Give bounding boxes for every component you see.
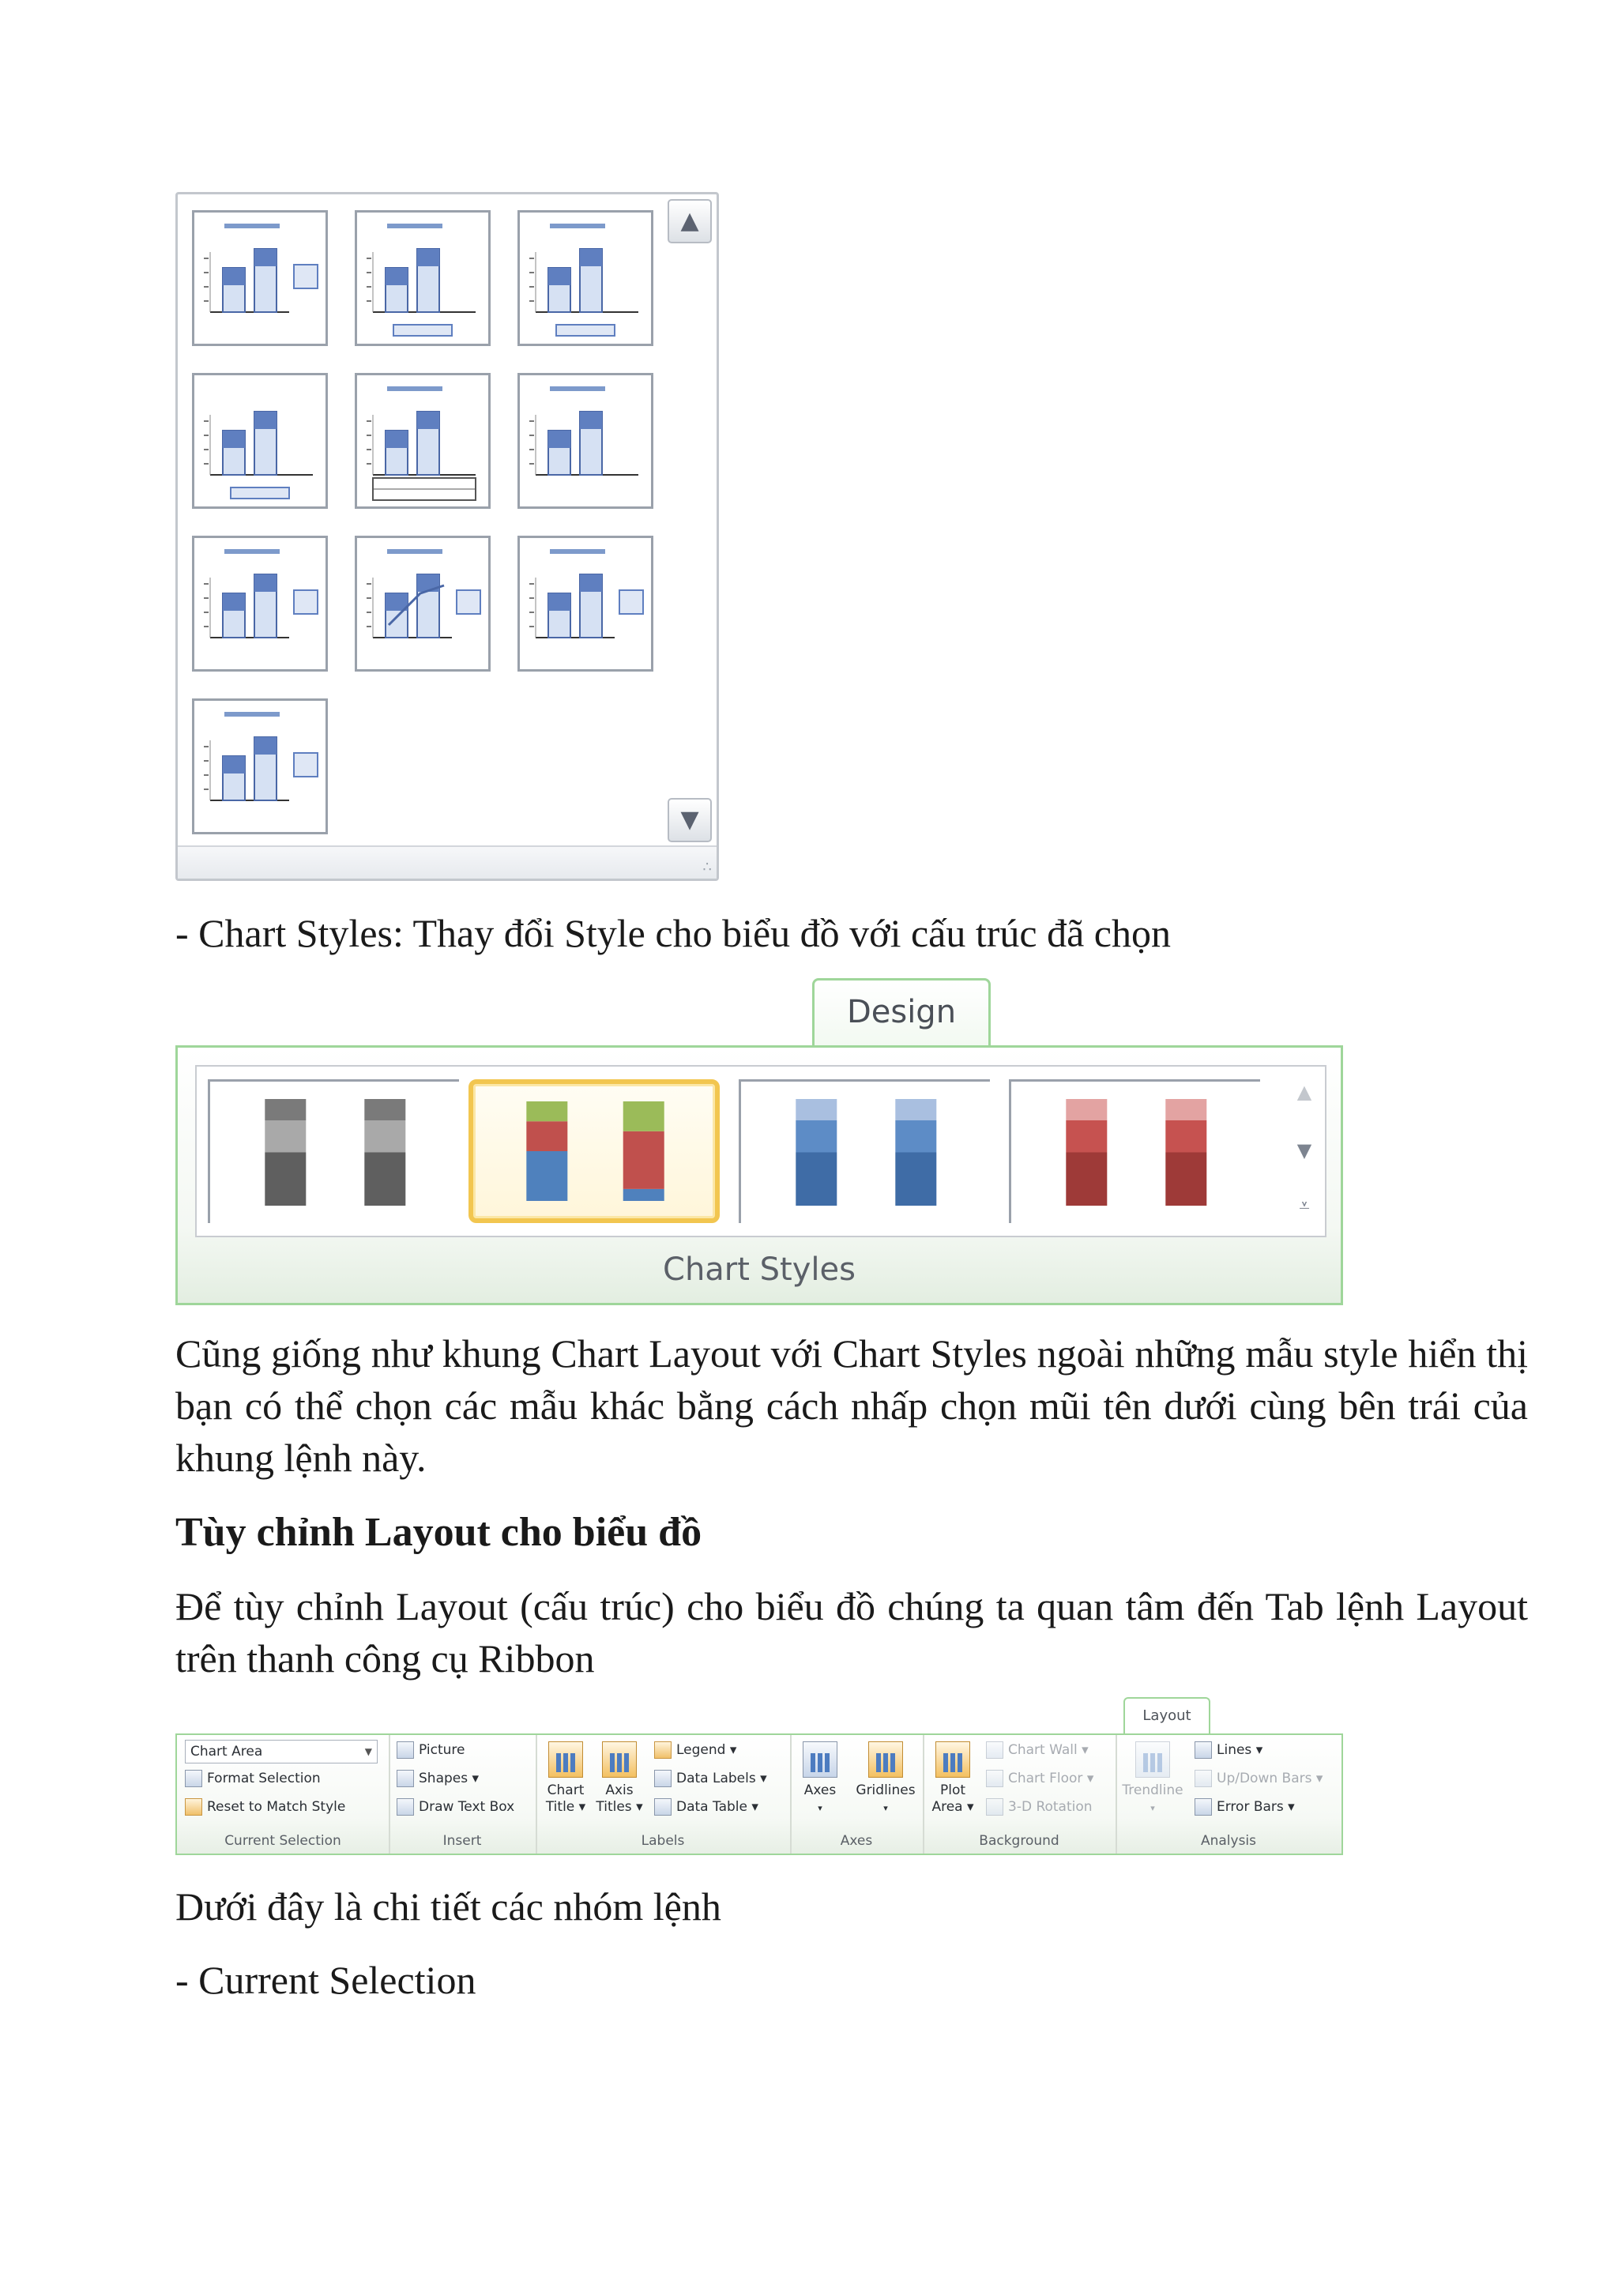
chart-layout-thumbnail-icon — [357, 213, 488, 344]
layout-ribbon — [175, 1697, 1343, 1855]
scroll-down-icon: ▼ — [1296, 1139, 1312, 1161]
gridlines-button[interactable] — [852, 1741, 920, 1816]
format-selection-label: Format Selection — [207, 1771, 321, 1786]
axis-titles-icon — [602, 1741, 637, 1778]
insert-group — [389, 1735, 537, 1854]
gridlines-icon — [868, 1741, 903, 1778]
scroll-up-icon: ▲ — [680, 207, 699, 235]
chart-layout-thumbnail-icon — [520, 213, 651, 344]
chart-layout-1[interactable] — [192, 210, 328, 346]
design-tab[interactable]: Design — [812, 978, 991, 1048]
axes-dropdown-icon: ▾ — [818, 1803, 822, 1813]
axis-titles-label-line2: Titles ▾ — [596, 1799, 643, 1815]
up-down-bars-button[interactable] — [1195, 1767, 1323, 1790]
paragraph-current-selection: - Current Selection — [175, 1958, 476, 2002]
chart-layout-thumbnail-icon — [194, 538, 325, 669]
chart-layout-9[interactable] — [517, 536, 653, 672]
scroll-down-icon: ▼ — [680, 806, 699, 834]
error-bars-button[interactable] — [1195, 1795, 1295, 1819]
chart-floor-button[interactable] — [986, 1767, 1093, 1790]
axis-titles-button[interactable] — [594, 1741, 645, 1816]
current-selection-group — [177, 1735, 390, 1854]
background-group-label: Background — [979, 1833, 1059, 1849]
axes-group — [790, 1735, 924, 1854]
plot-area-button[interactable] — [928, 1741, 978, 1816]
plot-area-label-line2: Area ▾ — [931, 1799, 974, 1815]
reset-to-match-style-button[interactable] — [185, 1795, 345, 1819]
layout-ribbon-panel — [175, 1733, 1343, 1855]
picture-icon — [397, 1741, 414, 1759]
chart-wall-icon — [986, 1741, 1003, 1759]
reset-to-match-style-label: Reset to Match Style — [207, 1799, 346, 1815]
styles-more-button[interactable] — [1287, 1182, 1322, 1229]
data-table-label: Data Table ▾ — [676, 1799, 758, 1815]
data-labels-label: Data Labels ▾ — [676, 1771, 767, 1786]
chart-style-1[interactable] — [208, 1079, 459, 1223]
chart-layout-thumbnail-icon — [520, 538, 651, 669]
chart-elements-dropdown[interactable] — [185, 1740, 378, 1763]
labels-group-label: Labels — [641, 1833, 685, 1849]
more-icon: ⩡ — [1299, 1195, 1310, 1217]
styles-scroll-up-button[interactable] — [1287, 1068, 1322, 1116]
chart-style-2[interactable] — [468, 1079, 720, 1223]
gallery-scroll-down-button[interactable] — [668, 798, 712, 842]
paragraph-groups-intro: Dưới đây là chi tiết các nhóm lệnh — [175, 1884, 721, 1929]
chart-styles-ribbon — [175, 978, 1343, 1305]
chart-layouts-gallery — [175, 192, 719, 881]
format-selection-button[interactable] — [185, 1767, 321, 1790]
paragraph-layout-tab: Để tùy chỉnh Layout (cấu trúc) cho biểu đồ chúng ta quan tâm đến Tab lệnh Layout trên thanh công cụ Ribbon — [175, 1584, 1528, 1681]
layout-tab[interactable]: Layout — [1123, 1697, 1210, 1735]
error-bars-icon — [1195, 1798, 1212, 1816]
insert-group-label: Insert — [442, 1833, 482, 1849]
chart-title-label-line2: Title ▾ — [545, 1799, 586, 1815]
gridlines-dropdown-icon: ▾ — [883, 1803, 888, 1813]
rotation-3d-icon — [986, 1798, 1003, 1816]
chart-layout-thumbnail-icon — [357, 375, 488, 506]
chart-styles-caption: - Chart Styles: Thay đổi Style cho biểu đồ với cấu trúc đã chọn — [175, 911, 1171, 955]
chart-styles-group-label: Chart Styles — [663, 1252, 856, 1288]
draw-text-box-button[interactable] — [397, 1795, 514, 1819]
plot-area-label-line1: Plot — [939, 1782, 966, 1798]
chart-floor-icon — [986, 1770, 1003, 1787]
format-selection-icon — [185, 1770, 202, 1787]
chart-layout-6[interactable] — [517, 373, 653, 509]
paragraph-chart-styles-more: Cũng giống như khung Chart Layout với Chart Styles ngoài những mẫu style hiển thị bạn có thể chọn các mẫu khác bằng cách nhấp chọn mũi tên dưới cùng bên trái của khung lệnh này. — [175, 1331, 1528, 1480]
draw-text-box-label: Draw Text Box — [419, 1799, 515, 1815]
axes-button[interactable] — [795, 1741, 845, 1816]
section-heading: Tùy chỉnh Layout cho biểu đồ — [175, 1510, 702, 1555]
chart-layout-thumbnail-icon — [194, 701, 325, 832]
shapes-button[interactable] — [397, 1767, 479, 1790]
chart-title-button[interactable] — [540, 1741, 591, 1816]
analysis-group — [1116, 1735, 1341, 1854]
data-labels-button[interactable] — [654, 1767, 767, 1790]
chart-wall-label: Chart Wall ▾ — [1008, 1742, 1089, 1758]
chart-style-4[interactable] — [1009, 1079, 1260, 1223]
chart-style-preview-icon — [1011, 1082, 1260, 1223]
plot-area-icon — [935, 1741, 970, 1778]
legend-icon — [654, 1741, 672, 1759]
chart-title-label-line1: Chart — [547, 1782, 585, 1798]
data-table-button[interactable] — [654, 1795, 758, 1819]
trendline-button[interactable] — [1119, 1741, 1187, 1816]
chart-layout-thumbnail-icon — [194, 213, 325, 344]
data-labels-icon — [654, 1770, 672, 1787]
chevron-down-icon: ▼ — [364, 1746, 372, 1757]
background-group — [923, 1735, 1117, 1854]
axes-group-label: Axes — [840, 1833, 873, 1849]
data-table-icon — [654, 1798, 672, 1816]
reset-style-icon — [185, 1798, 202, 1816]
chart-layout-3[interactable] — [517, 210, 653, 346]
chart-style-preview-icon — [473, 1084, 715, 1218]
chart-layout-4[interactable] — [192, 373, 328, 509]
rotation-3d-button[interactable] — [986, 1795, 1093, 1819]
scroll-up-icon: ▲ — [1296, 1081, 1312, 1103]
trendline-icon — [1135, 1741, 1170, 1778]
gridlines-label-line1: Gridlines — [856, 1782, 916, 1798]
gallery-footer-bar — [178, 845, 717, 879]
analysis-group-label: Analysis — [1200, 1833, 1257, 1849]
text-box-icon — [397, 1798, 414, 1816]
axes-icon — [803, 1741, 837, 1778]
trendline-label-line1: Trendline — [1122, 1782, 1183, 1798]
picture-button[interactable] — [397, 1738, 465, 1762]
lines-icon — [1195, 1741, 1212, 1759]
shapes-label: Shapes ▾ — [419, 1771, 480, 1786]
chart-style-preview-icon — [741, 1082, 990, 1223]
axis-titles-label-line1: Axis — [605, 1782, 634, 1798]
legend-button[interactable] — [654, 1738, 736, 1762]
gallery-scroll-up-button[interactable] — [668, 199, 712, 243]
chart-layout-thumbnail-icon — [520, 375, 651, 506]
chart-layout-thumbnail-icon — [194, 375, 325, 506]
up-down-bars-icon — [1195, 1770, 1212, 1787]
legend-label: Legend ▾ — [676, 1742, 737, 1758]
chart-floor-label: Chart Floor ▾ — [1008, 1771, 1094, 1786]
chart-layout-7[interactable] — [192, 536, 328, 672]
chart-elements-value: Chart Area — [190, 1744, 263, 1760]
chart-layout-5[interactable] — [355, 373, 491, 509]
chart-wall-button[interactable] — [986, 1738, 1089, 1762]
chart-layout-8[interactable] — [355, 536, 491, 672]
trendline-dropdown-icon: ▾ — [1150, 1803, 1155, 1813]
shapes-icon — [397, 1770, 414, 1787]
chart-style-3[interactable] — [739, 1079, 990, 1223]
picture-label: Picture — [419, 1742, 465, 1758]
chart-styles-group — [175, 1045, 1343, 1305]
chart-layout-10[interactable] — [192, 698, 328, 834]
up-down-bars-label: Up/Down Bars ▾ — [1217, 1771, 1323, 1786]
chart-title-icon — [548, 1741, 583, 1778]
chart-layout-thumbnail-icon — [357, 538, 488, 669]
lines-button[interactable] — [1195, 1738, 1262, 1762]
chart-styles-gallery — [195, 1065, 1326, 1237]
rotation-3d-label: 3-D Rotation — [1008, 1799, 1093, 1815]
chart-style-preview-icon — [210, 1082, 459, 1223]
error-bars-label: Error Bars ▾ — [1217, 1799, 1295, 1815]
resize-grip-icon[interactable]: ∴ — [702, 859, 710, 875]
chart-layout-2[interactable] — [355, 210, 491, 346]
lines-label: Lines ▾ — [1217, 1742, 1263, 1758]
current-selection-group-label: Current Selection — [224, 1833, 341, 1849]
styles-scroll-down-button[interactable] — [1287, 1127, 1322, 1174]
axes-label-line1: Axes — [803, 1782, 837, 1798]
labels-group — [536, 1735, 792, 1854]
